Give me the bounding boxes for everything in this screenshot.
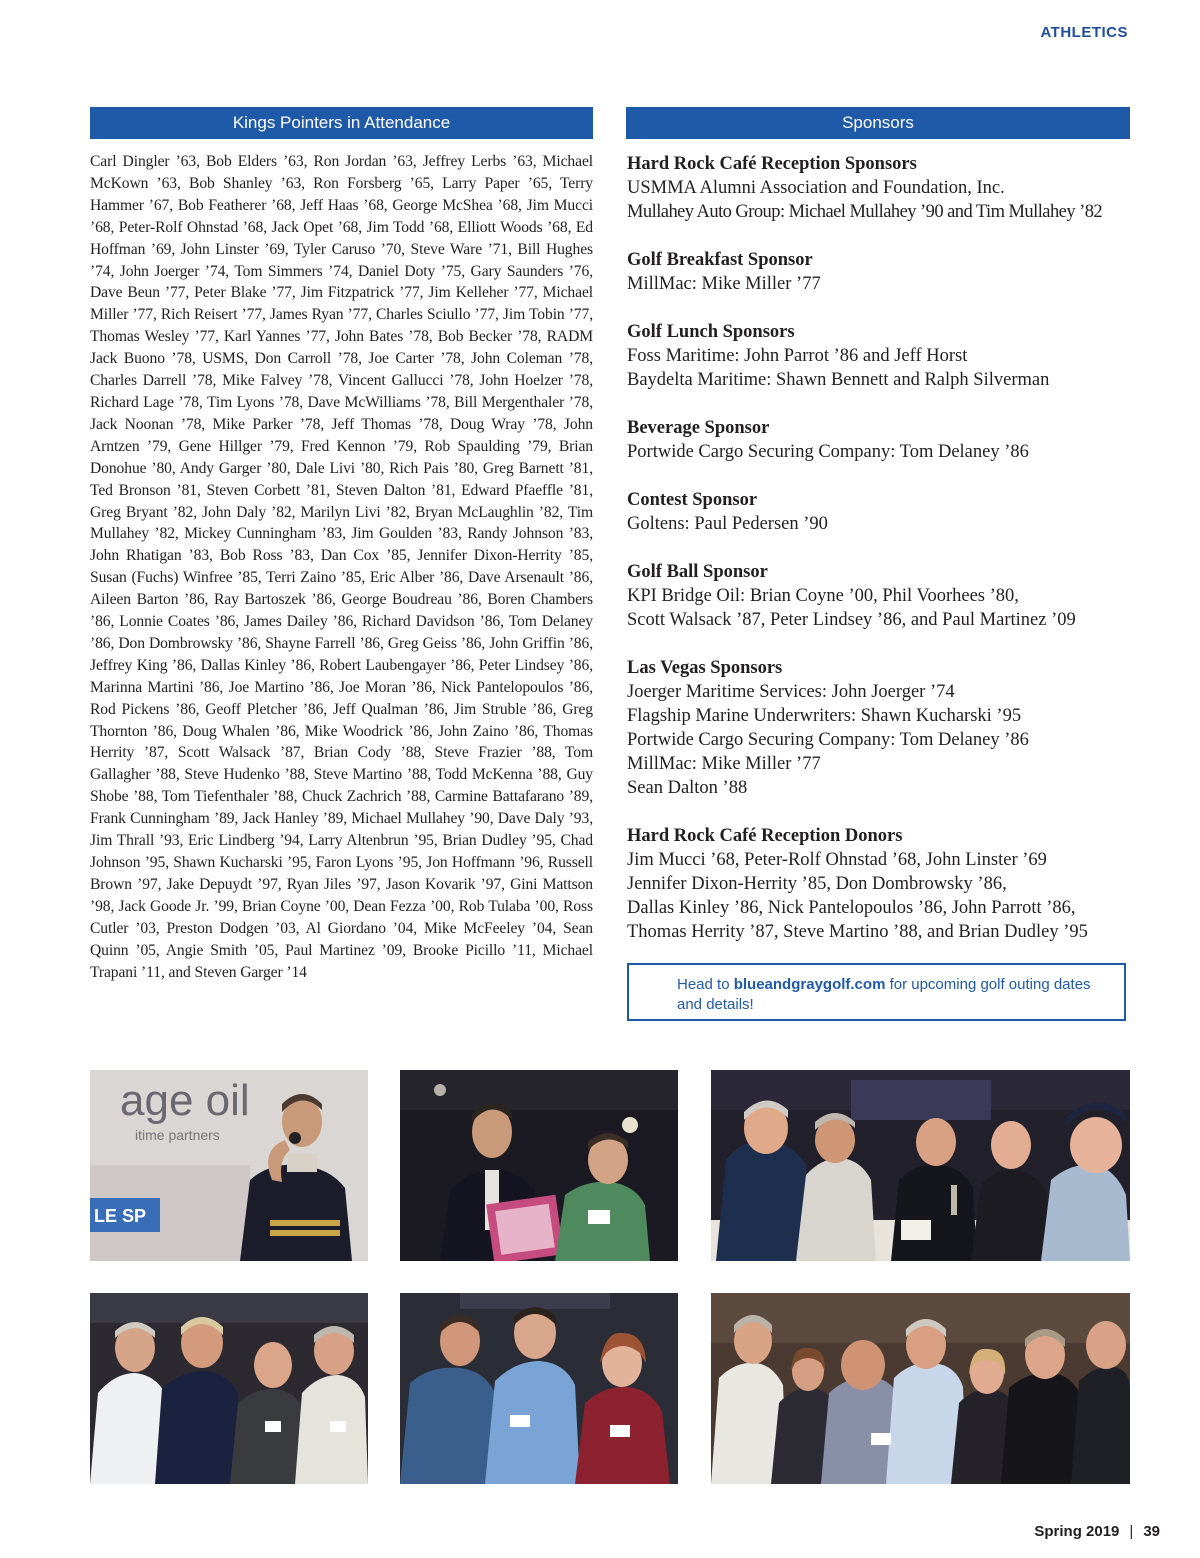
sponsor-line: KPI Bridge Oil: Brian Coyne ’00, Phil Voorhees ’80,: [627, 586, 1019, 606]
sponsor-heading: Golf Breakfast Sponsor: [627, 250, 813, 270]
sponsor-heading: Beverage Sponsor: [627, 418, 770, 438]
sponsor-line: MillMac: Mike Miller ’77: [627, 274, 821, 294]
sponsors-header-bar: Sponsors: [626, 107, 1130, 139]
sponsor-heading: Las Vegas Sponsors: [627, 658, 783, 678]
sponsor-line: Flagship Marine Underwriters: Shawn Kucharski ’95: [627, 706, 1022, 726]
website-link[interactable]: blueandgraygolf.com: [733, 976, 886, 993]
sponsor-heading: Golf Ball Sponsor: [627, 562, 768, 582]
sponsor-line: Portwide Cargo Securing Company: Tom Delaney ’86: [627, 730, 1029, 750]
footer-separator: |: [1129, 1523, 1134, 1540]
sponsor-line: Baydelta Maritime: Shawn Bennett and Ralph Silverman: [627, 370, 1050, 390]
sponsor-line: Mullahey Auto Group: Michael Mullahey ’90 and Tim Mullahey ’82: [627, 202, 1103, 222]
photo-large-group: [711, 1293, 1130, 1484]
photo-speaker: [90, 1070, 368, 1261]
sponsor-heading: Hard Rock Café Reception Donors: [627, 826, 903, 846]
banner-logo-text: age oil: [120, 1076, 250, 1125]
sponsors-list: [627, 152, 1137, 968]
photo-three-attendees: [400, 1293, 678, 1484]
sponsor-line: Joerger Maritime Services: John Joerger ’74: [627, 682, 955, 702]
photo-award-presentation: [400, 1070, 678, 1261]
sponsor-group-donors: [627, 824, 1137, 944]
callout-prefix: Head to: [677, 976, 734, 993]
banner-sub-text: itime partners: [135, 1127, 220, 1143]
sponsor-line: Jennifer Dixon-Herrity ’85, Don Dombrowsky ’86,: [627, 874, 1007, 894]
sponsor-group-golf-ball: [627, 560, 1137, 632]
sponsor-line: Foss Maritime: John Parrot ’86 and Jeff Horst: [627, 346, 968, 366]
attendees-list: Carl Dingler ’63, Bob Elders ’63, Ron Jordan ’63, Jeffrey Lerbs ’63, Michael McKown ’63, Bob Shanley ’63, Ron Forsberg ’65, Larry Paper ’65, Terry Hammer ’67, Bob Featherer ’68, Jeff Haas ’68, George McShea ’68, Jim Mucci ’68, Peter-Rolf Ohnstad ’68, Jack Opet ’68, Jim Todd ’68, Elliott Woods ’68, Ed Hoffman ’69, John Linster ’69, Tyler Caruso ’70, Steve Ware ’71, Bill Hughes ’74, John Joerger ’74, Tom Simmers ’74, Daniel Doty ’75, Gary Saunders ’76, Dave Beun ’77, Peter Blake ’77, Jim Fitzpatrick ’77, Jim Kelleher ’77, Michael Miller ’77, Rich Reisert ’77, James Ryan ’77, Charles Sciullo ’77, Jim Tobin ’77, Thomas Wesley ’77, Karl Yannes ’77, John Bates ’78, Bob Becker ’78, RADM Jack Buono ’78, USMS, Don Carroll ’78, Joe Carter ’78, John Coleman ’78, Charles Darrell ’78, Mike Falvey ’78, Vincent Gallucci ’78, John Hoelzer ’78, Richard Lage ’78, Tim Lyons ’78, Dave McWilliams ’78, Bill Mergenthaler ’78, Jack Noonan ’78, Mike Parker ’78, Jeff Thomas ’78, Doug Wray ’78, John Arntzen ’79, Gene Hillger ’79, Fred Kennon ’79, Rob Spaulding ’79, Brian Donohue ’80, Andy Garger ’80, Dale Livi ’80, Rich Pais ’80, Greg Barnett ’81, Ted Bronson ’81, Steven Corbett ’81, Steven Dalton ’81, Edward Pfaeffle ’81, Greg Bryant ’82, John Daly ’82, Marilyn Livi ’82, Bryan McLaughlin ’82, Tim Mullahey ’82, Mickey Cunningham ’83, Jim Goulden ’83, Randy Johnson ’83, John Rhatigan ’83, Bob Ross ’83, Dan Cox ’85, Jennifer Dixon-Herrity ’85, Susan (Fuchs) Winfree ’85, Terri Zaino ’85, Eric Alber ’86, Dave Arsenault ’86, Aileen Barton ’86, Ray Bartoszek ’86, George Boudreau ’86, Boren Chambers ’86, Lonnie Coates ’86, James Dailey ’86, Richard Davidson ’86, Tom Delaney ’86, Don Dombrowsky ’86, Shayne Farrell ’86, Greg Geiss ’86, John Griffin ’86, Jeffrey King ’86, Dallas Kinley ’86, Robert Laubengayer ’86, Peter Lindsey ’86, Marinna Martini ’86, Joe Martino ’86, Joe Moran ’86, Nick Pantelopoulos ’86, Rod Pickens ’86, Geoff Pletcher ’86, Jeff Qualman ’86, Jim Struble ’86, Greg Thornton ’86, Doug Whalen ’86, Mike Woodrick ’86, John Zaino ’86, Thomas Herrity ’87, Scott Walsack ’87, Brian Cody ’88, Steve Frazier ’88, Tom Gallagher ’88, Steve Hudenko ’88, Steve Martino ’88, Todd McKenna ’88, Guy Shobe ’88, Tom Tiefenthaler ’88, Chuck Zachrich ’88, Carmine Battafarano ’89, Frank Cunningham ’89, Jack Hanley ’89, Michael Mullahey ’90, Dave Daly ’93, Jim Thrall ’93, Eric Lindberg ’94, Larry Altenbrun ’95, Brian Dudley ’95, Chad Johnson ’95, Shawn Kucharski ’95, Faron Lyons ’95, Jon Hoffmann ’96, Russell Brown ’97, Jake Depuydt ’97, Ryan Jiles ’97, Jason Kovarik ’97, Gini Mattson ’98, Jack Goode Jr. ’99, Brian Coyne ’00, Dean Fezza ’00, Rob Tulaba ’00, Ross Cutler ’03, Preston Dodgen ’03, Al Giordano ’04, Mike McFeeley ’04, Sean Quinn ’05, Angie Smith ’05, Paul Martinez ’09, Brooke Picillo ’11, Michael Trapani ’11, and Steven Garger ’14: [90, 153, 593, 981]
sponsor-line: Sean Dalton ’88: [627, 778, 748, 798]
sponsor-group-reception: [627, 152, 1137, 224]
photo-group-at-table: [711, 1070, 1130, 1261]
sponsor-group-beverage: [627, 416, 1137, 464]
sponsor-line: USMMA Alumni Association and Foundation, Inc.: [627, 178, 1005, 198]
issue-label: Spring 2019: [1034, 1523, 1120, 1540]
sponsor-group-lunch: [627, 320, 1137, 392]
page-footer: [1034, 1523, 1160, 1540]
photo-four-men: [90, 1293, 368, 1484]
sponsor-group-contest: [627, 488, 1137, 536]
sponsor-group-las-vegas: [627, 656, 1137, 800]
sponsor-line: MillMac: Mike Miller ’77: [627, 754, 821, 774]
banner-sponsor-text: LE SP: [94, 1206, 147, 1226]
sponsor-heading: Golf Lunch Sponsors: [627, 322, 795, 342]
sponsor-line: Jim Mucci ’68, Peter-Rolf Ohnstad ’68, John Linster ’69: [627, 850, 1047, 870]
page-number: 39: [1143, 1523, 1160, 1540]
sponsor-line: Scott Walsack ’87, Peter Lindsey ’86, and Paul Martinez ’09: [627, 610, 1076, 630]
attendees-header-bar: Kings Pointers in Attendance: [90, 107, 593, 139]
sponsor-line: Thomas Herrity ’87, Steve Martino ’88, and Brian Dudley ’95: [627, 922, 1088, 942]
sponsor-line: Dallas Kinley ’86, Nick Pantelopoulos ’86, John Parrott ’86,: [627, 898, 1076, 918]
sponsor-line: Goltens: Paul Pedersen ’90: [627, 514, 828, 534]
golf-website-callout: [627, 963, 1126, 1021]
sponsor-heading: Contest Sponsor: [627, 490, 758, 510]
sponsor-line: Portwide Cargo Securing Company: Tom Delaney ’86: [627, 442, 1029, 462]
sponsor-group-breakfast: [627, 248, 1137, 296]
section-tag: ATHLETICS: [1040, 24, 1128, 41]
sponsor-heading: Hard Rock Café Reception Sponsors: [627, 154, 917, 174]
callout-suffix: for upcoming golf outing dates and details!: [677, 976, 1091, 1013]
